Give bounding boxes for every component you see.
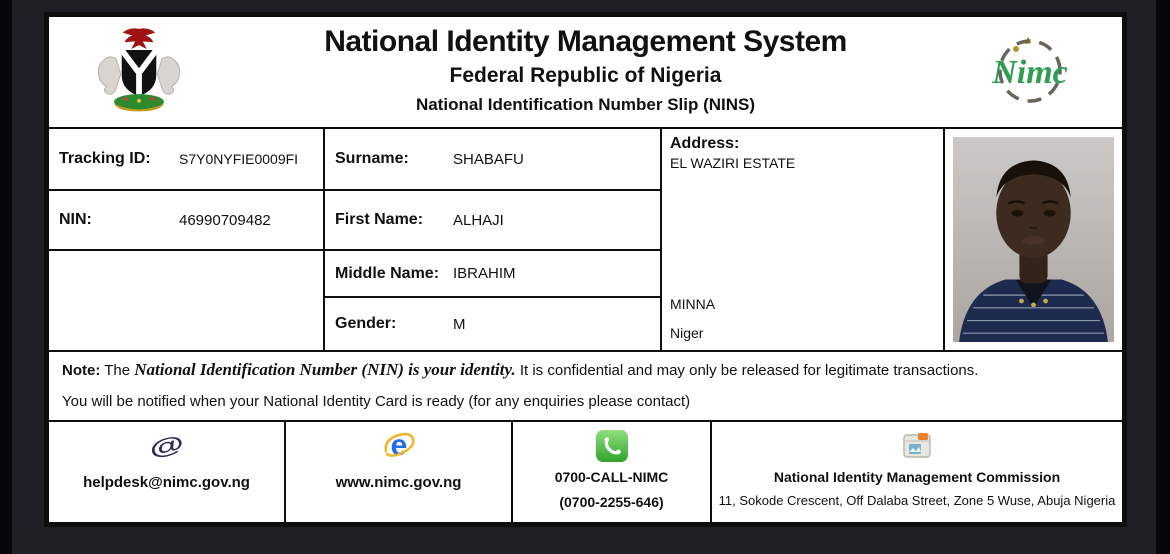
first-name-value: ALHAJI — [453, 211, 504, 229]
surname-row — [325, 129, 660, 191]
empty-cell — [49, 251, 323, 350]
nin-value: 46990709482 — [179, 211, 271, 229]
tracking-id-value: S7Y0NYFIE0009FI — [179, 151, 299, 167]
contact-email-cell — [49, 422, 286, 522]
data-grid — [49, 129, 1122, 352]
gender-label: Gender: — [335, 315, 397, 332]
tracking-id-label: Tracking ID: — [59, 150, 151, 167]
nigeria-coat-of-arms-icon — [91, 25, 187, 121]
note-emphasis: National Identification Number (NIN) is your identity. — [134, 360, 516, 379]
nimc-logo-text: Nimc — [992, 54, 1068, 91]
address-state: Niger — [670, 325, 704, 341]
gender-row — [325, 298, 660, 350]
middle-name-label: Middle Name: — [335, 264, 440, 282]
phone-handset-icon — [596, 429, 628, 463]
website-text: www.nimc.gov.ng — [335, 474, 462, 491]
window-icon — [902, 429, 932, 463]
address-label: Address: — [670, 135, 740, 152]
first-name-row — [325, 191, 660, 251]
middle-name-value: IBRAHIM — [453, 265, 516, 282]
screen-edge-right — [1156, 0, 1170, 554]
email-text: helpdesk@nimc.gov.ng — [83, 474, 250, 491]
note-post: It is confidential and may only be released for legitimate transactions. — [519, 362, 979, 379]
address-cell — [662, 129, 945, 350]
nimc-logo-icon — [978, 29, 1082, 113]
surname-label: Surname: — [335, 150, 409, 167]
photo-cell — [945, 129, 1122, 350]
note-line1 — [62, 360, 1109, 380]
note-label: Note: — [62, 362, 101, 379]
nin-slip-card — [44, 12, 1127, 527]
nin-row — [49, 191, 323, 251]
contact-phone-cell — [513, 422, 712, 522]
commission-name-text: National Identity Management Commission — [773, 469, 1061, 485]
commission-cell — [712, 422, 1122, 522]
phone-number-text: (0700-2255-646) — [559, 494, 664, 510]
address-line1: EL WAZIRI ESTATE — [670, 155, 796, 171]
internet-explorer-icon — [382, 429, 416, 463]
tracking-id-row — [49, 129, 323, 191]
surname-value: SHABAFU — [453, 150, 524, 168]
portrait-photo-image — [953, 137, 1114, 342]
contact-footer — [49, 422, 1122, 522]
note-line2: You will be notified when your National Identity Card is ready (for any enquiries please contact) — [62, 393, 691, 410]
address-city: MINNA — [670, 296, 716, 312]
middle-name-row — [325, 251, 660, 298]
first-name-label: First Name: — [335, 211, 424, 228]
page-title: National Identity Management System — [324, 25, 847, 58]
contact-website-cell — [286, 422, 513, 522]
note-pre: The — [104, 362, 135, 379]
header-titles — [199, 25, 972, 115]
slip-title: National Identification Number Slip (NINS) — [415, 95, 756, 114]
portrait-photo — [950, 134, 1117, 345]
slip-header — [49, 17, 1122, 129]
phone-name-text: 0700-CALL-NIMC — [554, 469, 669, 485]
svg-text:e: e — [390, 429, 407, 462]
commission-address-text: 11, Sokode Crescent, Off Dalaba Street, Zone 5 Wuse, Abuja Nigeria — [718, 493, 1116, 508]
column-ids — [49, 129, 325, 350]
nin-label: NIN: — [59, 211, 92, 228]
gender-value: M — [453, 315, 466, 333]
column-names — [325, 129, 662, 350]
note-section — [49, 352, 1122, 422]
page-subtitle: Federal Republic of Nigeria — [449, 64, 722, 87]
screen-edge-left — [0, 0, 12, 554]
at-symbol-icon: @ — [146, 429, 187, 462]
